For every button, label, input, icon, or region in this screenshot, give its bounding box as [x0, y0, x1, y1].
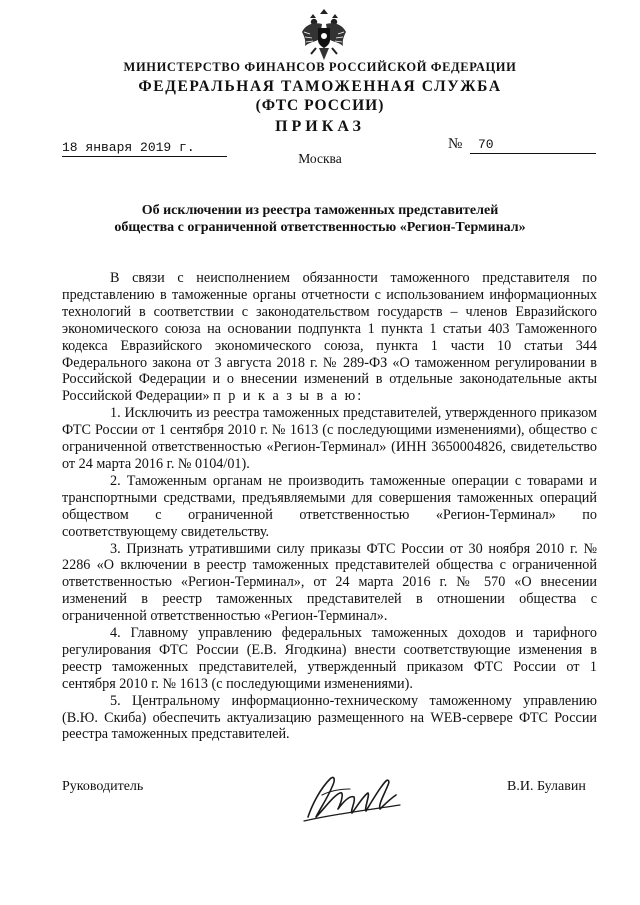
document-title-line-2: общества с ограниченной ответственностью «Регион-Терминал»	[114, 220, 526, 235]
document-title	[0, 202, 640, 236]
double-headed-eagle-icon	[300, 8, 348, 62]
order-item-4: 4. Главному управлению федеральных таможенных доходов и тарифного регулирования ФТС России (Е.В. Ягодкина) внести соответствующие изменения в реестр таможенных представителей, утвержденный приказом ФТС России от 1 сентября 2010 г. № 1613 (с последующими изменениями).	[62, 625, 597, 692]
order-number-sign: №	[448, 136, 463, 152]
order-word: п р и к а з ы в а ю:	[213, 388, 364, 405]
ministry-name: МИНИСТЕРСТВО ФИНАНСОВ РОССИЙСКОЙ ФЕДЕРАЦИИ	[123, 60, 517, 74]
document-title-line-1: Об исключении из реестра таможенных представителей	[141, 203, 499, 218]
order-date: 18 января 2019 г.	[62, 140, 227, 157]
order-number: 70	[470, 137, 596, 154]
document-type: ПРИКАЗ	[275, 118, 365, 135]
intro-text: В связи с неисполнением обязанности таможенного представителя по представлению в таможенные органы отчетности с использованием информационных технологий в соответствии с законодательством государств – членов Евразийского экономического союза на основании подпункта 1 пункта 1 статьи 403 Таможенного кодекса Евразийского экономического союза, пункта 1 части 10 статьи 344 Федерального закона от 3 августа 2018 г. № 289-ФЗ «О таможенном регулировании в Российской Федерации и о внесении изменений в отдельные законодательные акты Российской Федерации»	[62, 270, 597, 405]
order-item-5: 5. Центральному информационно-техническому таможенному управлению (В.Ю. Скиба) обеспечить актуализацию размещенного на WEB-сервере ФТС России реестра таможенных представителей.	[62, 692, 597, 743]
order-city: Москва	[298, 151, 342, 166]
order-item-1: 1. Исключить из реестра таможенных представителей, утвержденного приказом ФТС России от 1 сентября 2010 г. № 1613 (с последующими изменениями), общество с ограниченной ответственностью «Регион-Терминал» (ИНН 3650004826, свидетельство от 24 марта 2016 г. № 0104/01).	[62, 405, 597, 472]
intro-paragraph	[62, 270, 597, 405]
document-body	[62, 270, 597, 743]
service-abbreviation: (ФТС РОССИИ)	[255, 97, 385, 114]
signer-name: В.И. Булавин	[507, 779, 586, 794]
signer-role: Руководитель	[62, 779, 144, 794]
order-item-3: 3. Признать утратившими силу приказы ФТС России от 30 ноября 2010 г. № 2286 «О включении в реестр таможенных представителей общества с ограниченной ответственностью «Регион-Терминал», от 24 марта 2016 г. № 570 «О внесении изменений в реестр таможенных представителей в отношении общества с ограниченной ответственностью «Регион-Терминал».	[62, 540, 597, 625]
order-item-2: 2. Таможенным органам не производить таможенные операции с товарами и транспортными средствами, предъявляемыми для совершения таможенных операций обществом с ограниченной ответственностью «Регион-Терминал» по соответствующему свидетельству.	[62, 472, 597, 540]
service-name: ФЕДЕРАЛЬНАЯ ТАМОЖЕННАЯ СЛУЖБА	[138, 78, 502, 95]
handwritten-signature-icon	[300, 765, 410, 835]
